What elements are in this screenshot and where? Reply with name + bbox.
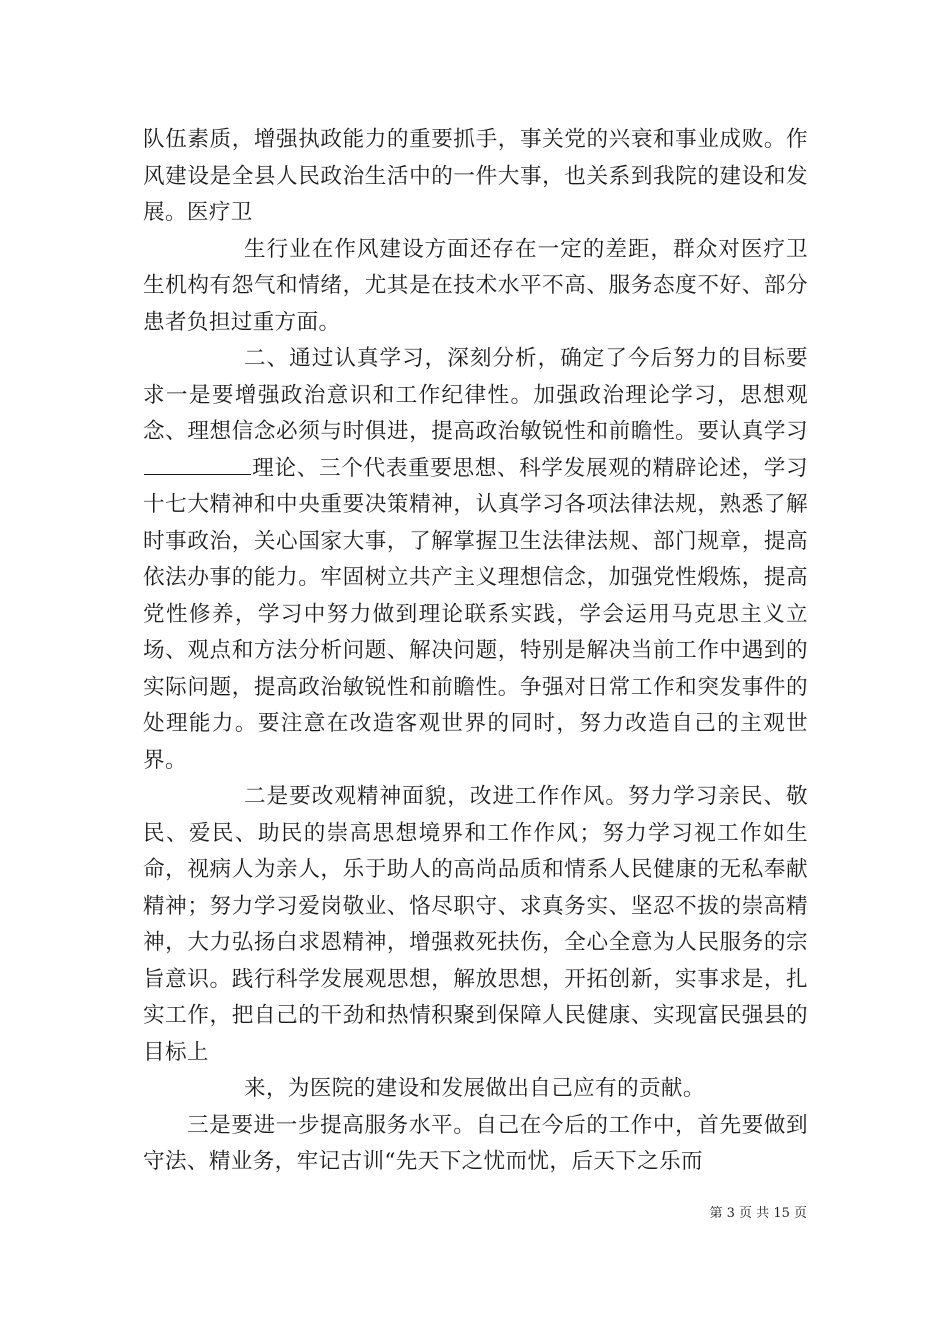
paragraph-5: 来，为医院的建设和发展做出自己应有的贡献。: [244, 1076, 705, 1101]
paragraph-6: 三是要进一步提高服务水平。自己在今后的工作中，首先要做到守法、精业务，牢记古训“先天下之忧而忧，后天下之乐而: [143, 1112, 808, 1174]
paragraph-2: 生行业在作风建设方面还存在一定的差距，群众对医疗卫生机构有怨气和情绪，尤其是在技术水平不高、服务态度不好、部分患者负担过重方面。: [143, 236, 808, 335]
page-number-footer: 第 3 页 共 15 页: [709, 1206, 807, 1221]
paragraph-3: [143, 341, 808, 779]
paragraph-4: 二是要改观精神面貌，改进工作作风。努力学习亲民、敬民、爱民、助民的崇高思想境界和工作作风；努力学习视工作如生命，视病人为亲人，乐于助人的高尚品质和情系人民健康的无私奉献精神；努力学习爱岗敬业、恪尽职守、求真务实、坚忍不拔的崇高精神，大力弘扬白求恩精神，增强救死扶伤，全心全意为人民服务的宗旨意识。践行科学发展观思想，解放思想，开拓创新，实事求是，扎实工作，把自己的干劲和热情积聚到保障人民健康、实现富民强县的目标上: [143, 784, 808, 1065]
fill-in-blank-line: [144, 454, 251, 475]
document-body: [143, 122, 808, 1181]
paragraph-3-text-after-blank: 理论、三个代表重要思想、科学发展观的精辟论述，学习十七大精神和中央重要决策精神，认真学习各项法律法规，熟悉了解时事政治，关心国家大事，了解掌握卫生法律法规、部门规章，提高依法办事的能力。牢固树立共产主义理想信念，加强党性煅炼，提高党性修养，学习中努力做到理论联系实践，学会运用马克思主义立场、观点和方法分析问题、解决问题，特别是解决当前工作中遇到的实际问题，提高政治敏锐性和前瞻性。争强对日常工作和突发事件的处理能力。要注意在改造客观世界的同时，努力改造自己的主观世界。: [143, 455, 808, 773]
paragraph-1: 队伍素质，增强执政能力的重要抓手，事关党的兴衰和事业成败。作风建设是全县人民政治生活中的一件大事，也关系到我院的建设和发展。医疗卫: [143, 127, 808, 225]
paragraph-3-text-before-blank: 二、通过认真学习，深刻分析，确定了今后努力的目标要求一是要增强政治意识和工作纪律性。加强政治理论学习，思想观念、理想信念必须与时俱进，提高政治敏锐性和前瞻性。要认真学习: [143, 346, 808, 444]
